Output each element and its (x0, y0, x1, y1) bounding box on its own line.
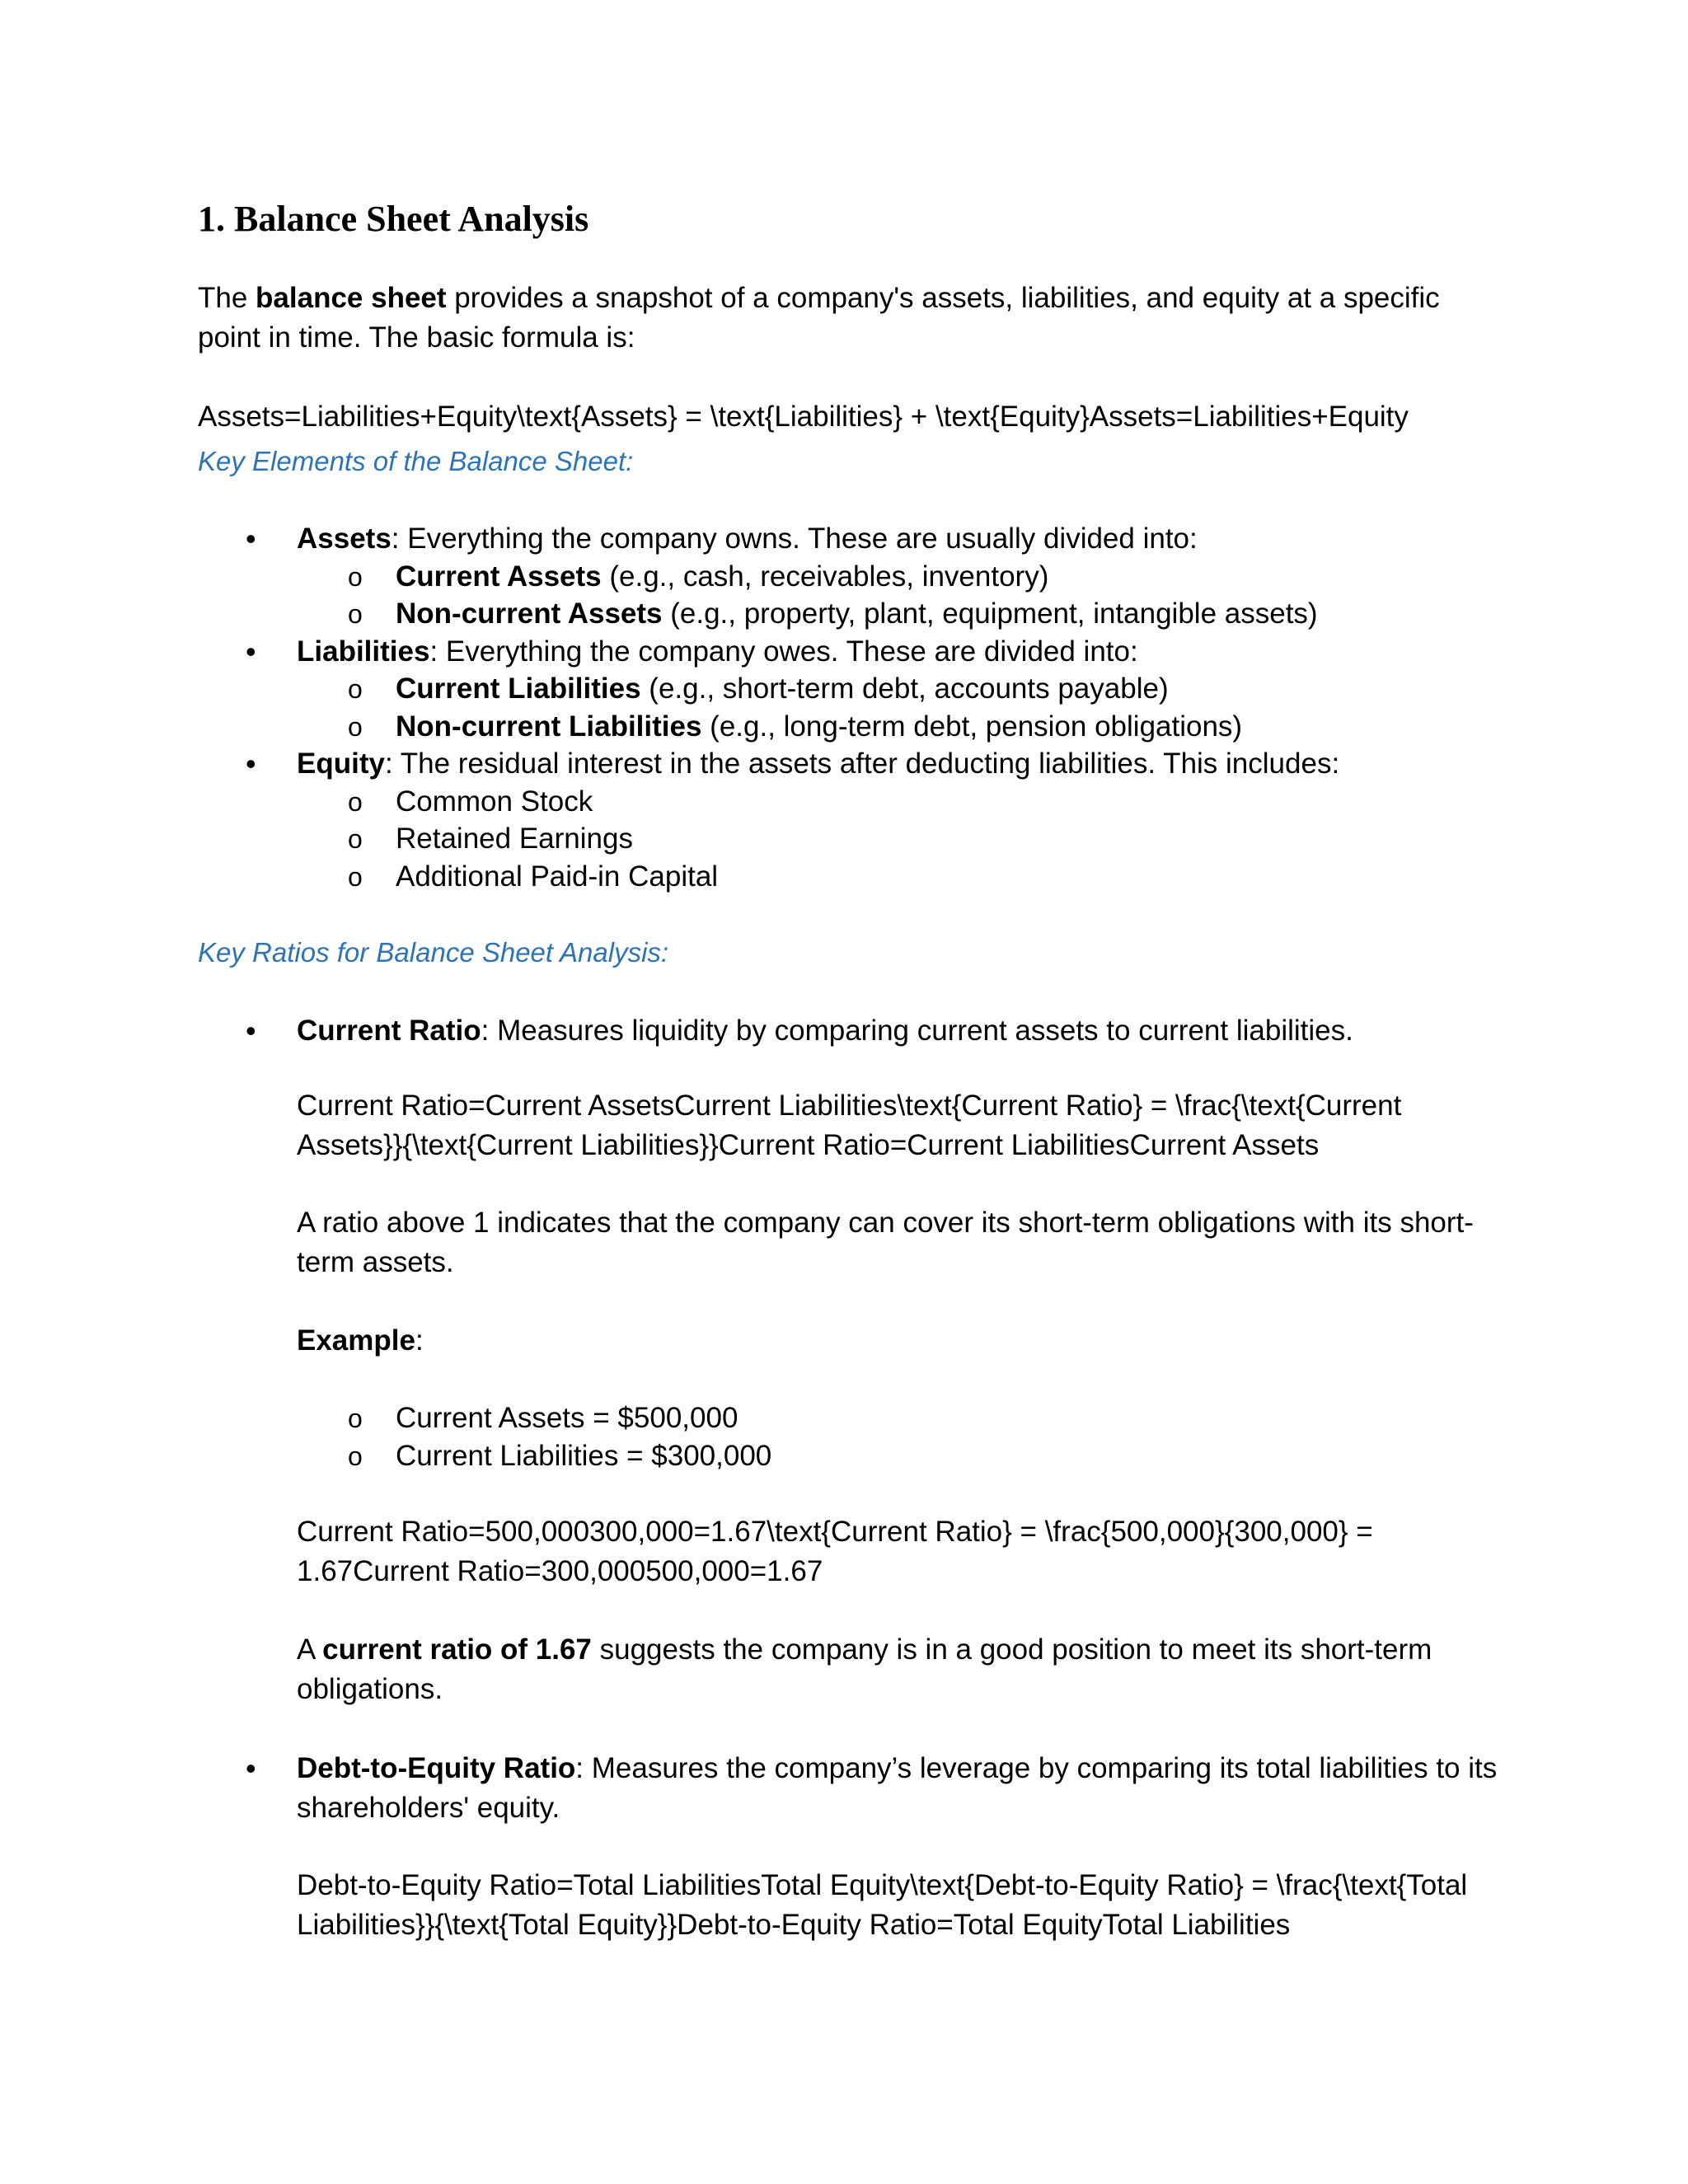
conclusion-bold: current ratio of 1.67 (322, 1633, 592, 1666)
liabilities-term: Liabilities (297, 635, 430, 668)
list-item-equity (297, 744, 1339, 784)
circle-bullet-icon: o (348, 562, 363, 592)
bullet-icon: • (246, 635, 256, 668)
circle-bullet-icon: o (348, 712, 363, 742)
example-formula: Current Ratio=500,000300,000=1.67\text{Current Ratio} = \frac{500,000}{300,000} = 1.67Current Ratio=300,000500,000=1.67 (297, 1516, 1373, 1587)
circle-bullet-icon: o (348, 674, 363, 704)
equity-desc: : The residual interest in the assets after deducting liabilities. This includes: (384, 748, 1340, 780)
bullet-icon: • (246, 747, 256, 780)
noncurrent-assets-term: Non-current Assets (396, 598, 663, 630)
assets-desc: : Everything the company owns. These are usually divided into: (391, 523, 1198, 555)
circle-bullet-icon: o (348, 787, 363, 817)
intro-bold-term: balance sheet (256, 282, 447, 314)
bullet-icon: • (246, 522, 256, 555)
current-ratio-formula: Current Ratio=Current AssetsCurrent Liabilities\text{Current Ratio} = \frac{\text{Current Assets}}{\text{Current Liabilities}}Current Ratio=Current LiabilitiesCurrent Assets (297, 1090, 1402, 1161)
intro-text-rest: provides a snapshot of a company's assets, liabilities, and equity at a specific point in time. The basic formula is: (198, 282, 1440, 354)
list-item-assets (297, 519, 1198, 559)
bullet-icon: • (246, 1014, 256, 1047)
current-ratio-desc: : Measures liquidity by comparing current assets to current liabilities. (481, 1015, 1353, 1047)
liabilities-desc: : Everything the company owes. These are divided into: (429, 635, 1138, 668)
list-item-current-liabilities (396, 669, 1169, 709)
circle-bullet-icon: o (348, 1404, 363, 1433)
current-ratio-explanation: A ratio above 1 indicates that the company can cover its short-term obligations with its short-term assets. (297, 1207, 1474, 1278)
circle-bullet-icon: o (348, 824, 363, 854)
current-liabilities-desc: (e.g., short-term debt, accounts payable) (640, 673, 1169, 705)
main-formula: Assets=Liabilities+Equity\text{Assets} = \text{Liabilities} + \text{Equity}Assets=Liabilities+Equity (198, 401, 1409, 433)
section-heading: 1. Balance Sheet Analysis (198, 199, 589, 239)
intro-text: The (198, 282, 256, 314)
noncurrent-liabilities-term: Non-current Liabilities (396, 710, 702, 743)
current-assets-desc: (e.g., cash, receivables, inventory) (601, 560, 1049, 593)
current-ratio-conclusion (297, 1630, 1500, 1709)
noncurrent-assets-desc: (e.g., property, plant, equipment, intangible assets) (662, 598, 1318, 630)
assets-term: Assets (297, 523, 392, 555)
example-item-current-assets: Current Assets = $500,000 (396, 1402, 738, 1434)
example-item-current-liabilities: Current Liabilities = $300,000 (396, 1440, 772, 1472)
current-ratio-term: Current Ratio (297, 1015, 481, 1047)
circle-bullet-icon: o (348, 1441, 363, 1471)
list-item-current-ratio (297, 1011, 1353, 1051)
list-item-current-assets (396, 557, 1048, 597)
debt-to-equity-term: Debt-to-Equity Ratio (297, 1752, 576, 1784)
key-elements-heading: Key Elements of the Balance Sheet: (198, 446, 634, 476)
example-label-text: Example (297, 1324, 415, 1357)
key-ratios-heading: Key Ratios for Balance Sheet Analysis: (198, 937, 669, 968)
list-item-retained-earnings: Retained Earnings (396, 823, 633, 855)
circle-bullet-icon: o (348, 599, 363, 629)
example-label-colon: : (415, 1324, 424, 1357)
circle-bullet-icon: o (348, 862, 363, 892)
list-item-noncurrent-liabilities (396, 707, 1242, 747)
intro-paragraph (198, 279, 1500, 358)
equity-term: Equity (297, 748, 385, 780)
current-assets-term: Current Assets (396, 560, 602, 593)
debt-to-equity-desc: : Measures the company’s leverage by comparing its total liabilities to its shareholders' equity. (297, 1752, 1498, 1824)
bullet-icon: • (246, 1751, 256, 1785)
list-item-common-stock: Common Stock (396, 785, 593, 818)
current-liabilities-term: Current Liabilities (396, 673, 641, 705)
list-item-liabilities (297, 632, 1138, 672)
example-label (297, 1321, 1500, 1361)
noncurrent-liabilities-desc: (e.g., long-term debt, pension obligations) (701, 710, 1243, 743)
conclusion-text: A (297, 1633, 323, 1666)
debt-to-equity-formula: Debt-to-Equity Ratio=Total LiabilitiesTotal Equity\text{Debt-to-Equity Ratio} = \frac{\text{Total Liabilities}}{\text{Total Equity}}Debt-to-Equity Ratio=Total EquityTotal Liabilities (297, 1869, 1468, 1941)
conclusion-text-rest: suggests the company is in a good position to meet its short-term obligations. (297, 1633, 1432, 1705)
list-item-noncurrent-assets (396, 594, 1318, 634)
list-item-debt-to-equity (297, 1749, 1500, 1828)
list-item-additional-paid-in-capital: Additional Paid-in Capital (396, 860, 719, 893)
